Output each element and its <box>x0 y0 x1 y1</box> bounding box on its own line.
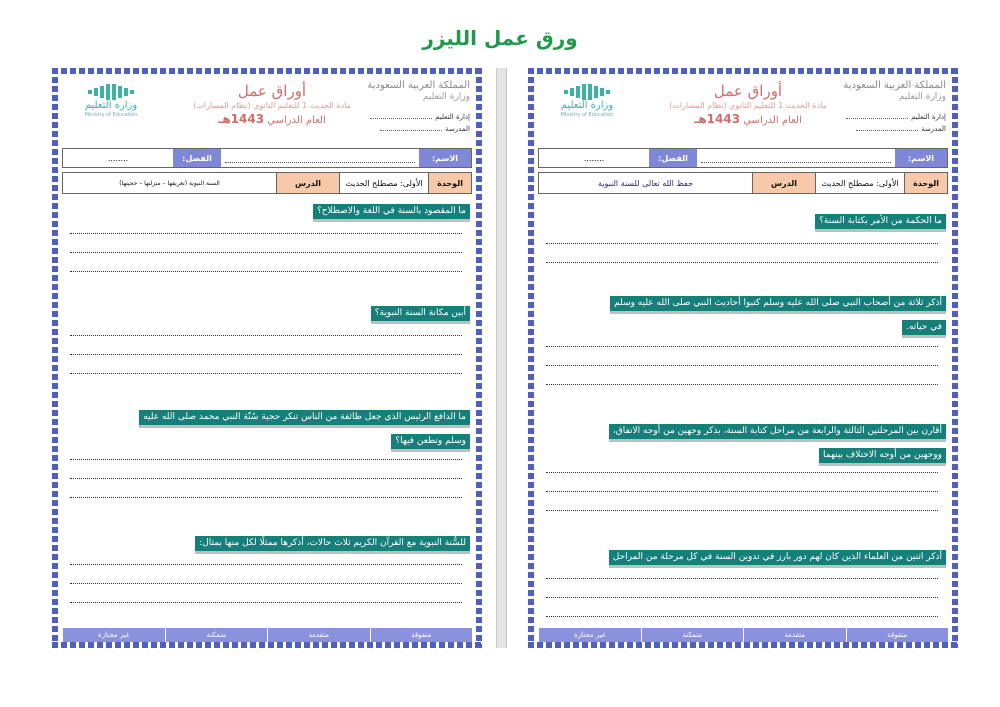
rating-excellent[interactable]: متفوقة <box>370 628 473 642</box>
ksa-logo: المملكة العربية السعودية وزارة التعليم <box>843 80 946 102</box>
unit-label: الوحدة <box>428 173 471 193</box>
class-label: الفصل: <box>649 149 697 167</box>
rating-excellent[interactable]: متفوقة <box>846 628 949 642</box>
sheet-header <box>62 78 472 140</box>
year-line: العام الدراسي 1443هـ <box>694 112 802 126</box>
lesson-label: الدرس <box>752 173 815 193</box>
question-4: أذكر اثنين من العلماء الذين كان لهم دور بارز في تدوين السنة في كل مرحلة من المراحل <box>609 544 946 568</box>
rating-proficient[interactable]: متمكنة <box>165 628 268 642</box>
subject-line: مادة الحديث 1 للتعليم الثانوي (نظام المسارات) <box>669 101 827 110</box>
name-label: الاسم: <box>895 149 947 167</box>
admin-field: إدارة التعليم <box>360 112 470 121</box>
name-field[interactable] <box>225 154 415 163</box>
lesson-value: السنة النبوية (تعريفها – منزلتها – حجيتها) <box>119 179 220 187</box>
rating-not-passed[interactable]: غير مجتازة <box>538 628 641 642</box>
unit-value: الأولى: مصطلح الحديث <box>339 173 428 193</box>
rating-advanced[interactable]: متقدمة <box>267 628 370 642</box>
question-4: للسُّنة النبوية مع القرآن الكريم ثلاث حالات، أذكرها ممثلًا لكل منها بمثال: <box>195 530 470 554</box>
question-2: أبين مكانة السنة النبوية؟ <box>371 300 470 324</box>
ksa-logo: المملكة العربية السعودية وزارة التعليم <box>367 80 470 102</box>
rating-bar <box>538 628 948 642</box>
year-line: العام الدراسي 1443هـ <box>218 112 326 126</box>
sheet-title: أوراق عمل <box>237 82 307 100</box>
lesson-label: الدرس <box>276 173 339 193</box>
question-1: ما المقصود بالسنة في اللغة والاصطلاح؟ <box>313 198 470 222</box>
name-class-row <box>538 148 948 168</box>
class-field[interactable]: ........ <box>583 153 605 163</box>
rating-not-passed[interactable]: غير مجتازة <box>62 628 165 642</box>
school-field: المدرسة <box>360 124 470 133</box>
rating-proficient[interactable]: متمكنة <box>641 628 744 642</box>
sheet-header <box>538 78 948 140</box>
lesson-value: حفظ الله تعالى للسنة النبوية <box>597 178 694 188</box>
class-label: الفصل: <box>173 149 221 167</box>
name-label: الاسم: <box>419 149 471 167</box>
question-2: أذكر ثلاثة من أصحاب النبي صلى الله عليه وسلم كتبوا أحاديث النبي صلى الله عليه وسلم في حياته. <box>610 290 946 338</box>
unit-lesson-row <box>538 172 948 194</box>
worksheet-left <box>52 68 482 648</box>
name-class-row <box>62 148 472 168</box>
unit-label: الوحدة <box>904 173 947 193</box>
moe-logo: وزارة التعليم Ministry of Education <box>542 84 632 119</box>
moe-logo: وزارة التعليم Ministry of Education <box>66 84 156 119</box>
subject-line: مادة الحديث 1 للتعليم الثانوي (نظام المسارات) <box>193 101 351 110</box>
admin-field: إدارة التعليم <box>836 112 946 121</box>
sheet-title-block <box>648 82 848 128</box>
rating-advanced[interactable]: متقدمة <box>743 628 846 642</box>
name-field[interactable] <box>701 154 891 163</box>
rating-bar <box>62 628 472 642</box>
unit-lesson-row <box>62 172 472 194</box>
school-field: المدرسة <box>836 124 946 133</box>
question-3: أقارن بين المرحلتين الثالثة والرابعة من مراحل كتابة السنة، بذكر وجهين من أوجه الاتفاق، ووجهين من أوجه الاختلاف بينهما <box>609 418 946 466</box>
sheet-title: أوراق عمل <box>713 82 783 100</box>
page-divider <box>496 68 507 648</box>
question-3: ما الدافع الرئيس الذي جعل طائفة من الناس تنكر حجية سُنّة النبي محمد صلى الله عليه وسلم وتطعن فيها؟ <box>139 404 470 452</box>
question-1: ما الحكمة من الأمر بكتابة السنة؟ <box>815 208 946 232</box>
sheet-title-block <box>172 82 372 128</box>
unit-value: الأولى: مصطلح الحديث <box>815 173 904 193</box>
class-field[interactable]: ........ <box>107 153 129 163</box>
page-title: ورق عمل الليزر <box>422 26 578 50</box>
worksheet-right <box>528 68 958 648</box>
